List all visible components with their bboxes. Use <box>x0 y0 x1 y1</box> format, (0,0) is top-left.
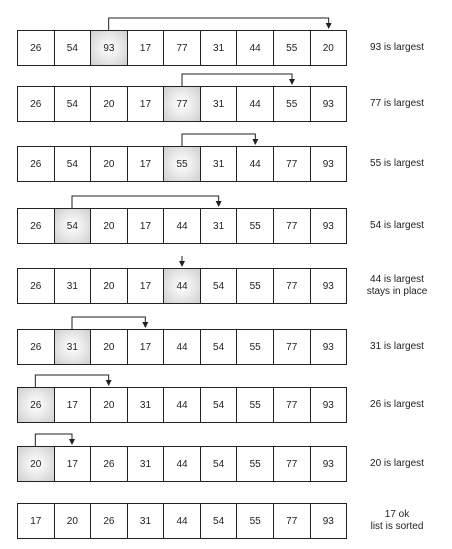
list-cell: 31 <box>128 504 165 538</box>
list-cell: 77 <box>274 330 311 364</box>
list-cell: 26 <box>18 209 55 243</box>
list-cell: 44 <box>164 330 201 364</box>
list-cell: 93 <box>311 147 347 181</box>
list-cell: 77 <box>164 31 201 65</box>
list-cell: 55 <box>237 269 274 303</box>
step-label <box>356 329 438 365</box>
step-label <box>356 446 438 482</box>
list-cell: 54 <box>201 269 238 303</box>
list-cell-largest: 26 <box>18 388 55 422</box>
list-cell: 20 <box>91 330 128 364</box>
list-cell: 55 <box>237 388 274 422</box>
list-cell: 54 <box>201 504 238 538</box>
sort-step <box>0 86 452 122</box>
list-cell: 55 <box>237 447 274 481</box>
step-label <box>356 86 438 122</box>
list-cell: 55 <box>237 330 274 364</box>
list-cell: 31 <box>201 87 238 121</box>
list-cell: 77 <box>274 447 311 481</box>
list-cell: 44 <box>237 31 274 65</box>
list-cell: 77 <box>274 269 311 303</box>
step-label-line: 17 ok <box>384 509 410 520</box>
list-cell: 54 <box>55 87 92 121</box>
list-cell: 44 <box>237 87 274 121</box>
list-cell: 44 <box>164 504 201 538</box>
sort-step <box>0 503 452 539</box>
list-cell: 17 <box>128 209 165 243</box>
step-label <box>356 387 438 423</box>
list-cell: 26 <box>18 31 55 65</box>
list-cell: 44 <box>237 147 274 181</box>
list-cell: 31 <box>128 388 165 422</box>
list-cell: 17 <box>128 87 165 121</box>
list-cell: 31 <box>201 147 238 181</box>
sort-step <box>0 387 452 423</box>
list-cell: 93 <box>311 269 347 303</box>
step-label-line: 77 is largest <box>370 98 424 109</box>
list-cell: 17 <box>128 330 165 364</box>
list-cell: 54 <box>55 147 92 181</box>
list-cell: 93 <box>311 87 347 121</box>
list-cell: 17 <box>128 147 165 181</box>
list-cells <box>17 30 347 66</box>
list-cell: 20 <box>91 209 128 243</box>
list-cell: 93 <box>311 388 347 422</box>
list-cell: 93 <box>311 447 347 481</box>
list-cell: 17 <box>18 504 55 538</box>
sort-step <box>0 268 452 304</box>
list-cell: 77 <box>274 504 311 538</box>
list-cell-largest: 20 <box>18 447 55 481</box>
list-cell: 17 <box>55 388 92 422</box>
list-cell: 77 <box>274 147 311 181</box>
list-cell-largest: 77 <box>164 87 201 121</box>
list-cell: 54 <box>201 330 238 364</box>
step-label <box>356 503 438 539</box>
list-cell: 55 <box>274 31 311 65</box>
sort-step <box>0 30 452 66</box>
list-cells <box>17 503 347 539</box>
list-cell: 26 <box>18 87 55 121</box>
list-cell: 20 <box>91 388 128 422</box>
list-cell: 17 <box>128 31 165 65</box>
list-cell: 77 <box>274 209 311 243</box>
list-cell-largest: 44 <box>164 269 201 303</box>
list-cell-largest: 54 <box>55 209 92 243</box>
list-cell: 26 <box>91 447 128 481</box>
list-cell: 20 <box>311 31 347 65</box>
list-cell: 55 <box>237 209 274 243</box>
list-cells <box>17 86 347 122</box>
list-cell: 20 <box>55 504 92 538</box>
step-label <box>356 146 438 182</box>
list-cell: 31 <box>201 209 238 243</box>
step-label-line: 93 is largest <box>370 42 424 53</box>
list-cells <box>17 446 347 482</box>
list-cell: 17 <box>55 447 92 481</box>
list-cell: 20 <box>91 147 128 181</box>
list-cells <box>17 329 347 365</box>
list-cell: 44 <box>164 388 201 422</box>
sort-step <box>0 208 452 244</box>
list-cell: 31 <box>201 31 238 65</box>
list-cells <box>17 387 347 423</box>
list-cell: 93 <box>311 209 347 243</box>
list-cell: 17 <box>128 269 165 303</box>
sort-step <box>0 446 452 482</box>
list-cell: 54 <box>201 388 238 422</box>
list-cell: 54 <box>201 447 238 481</box>
list-cell: 55 <box>274 87 311 121</box>
step-label-line: 55 is largest <box>370 158 424 169</box>
step-label <box>356 30 438 66</box>
list-cell: 20 <box>91 87 128 121</box>
list-cell: 26 <box>91 504 128 538</box>
list-cells <box>17 146 347 182</box>
list-cell: 93 <box>311 330 347 364</box>
step-label-line: 54 is largest <box>370 220 424 231</box>
list-cells <box>17 208 347 244</box>
step-label-line: list is sorted <box>370 521 424 532</box>
step-label <box>356 268 438 304</box>
sort-step <box>0 329 452 365</box>
list-cell: 44 <box>164 447 201 481</box>
sort-step <box>0 146 452 182</box>
list-cell-largest: 31 <box>55 330 92 364</box>
list-cell: 26 <box>18 269 55 303</box>
list-cell: 54 <box>55 31 92 65</box>
step-label-line: 20 is largest <box>370 458 424 469</box>
step-label-line: 31 is largest <box>370 341 424 352</box>
step-label-line: 44 is largest <box>370 274 424 285</box>
list-cell: 31 <box>128 447 165 481</box>
list-cell: 93 <box>311 504 347 538</box>
list-cell: 44 <box>164 209 201 243</box>
list-cell: 26 <box>18 147 55 181</box>
list-cell-largest: 55 <box>164 147 201 181</box>
list-cell: 77 <box>274 388 311 422</box>
list-cell: 31 <box>55 269 92 303</box>
list-cell: 55 <box>237 504 274 538</box>
list-cell-largest: 93 <box>91 31 128 65</box>
step-label <box>356 208 438 244</box>
step-label-line: stays in place <box>366 286 428 297</box>
list-cells <box>17 268 347 304</box>
step-label-line: 26 is largest <box>370 399 424 410</box>
list-cell: 20 <box>91 269 128 303</box>
list-cell: 26 <box>18 330 55 364</box>
